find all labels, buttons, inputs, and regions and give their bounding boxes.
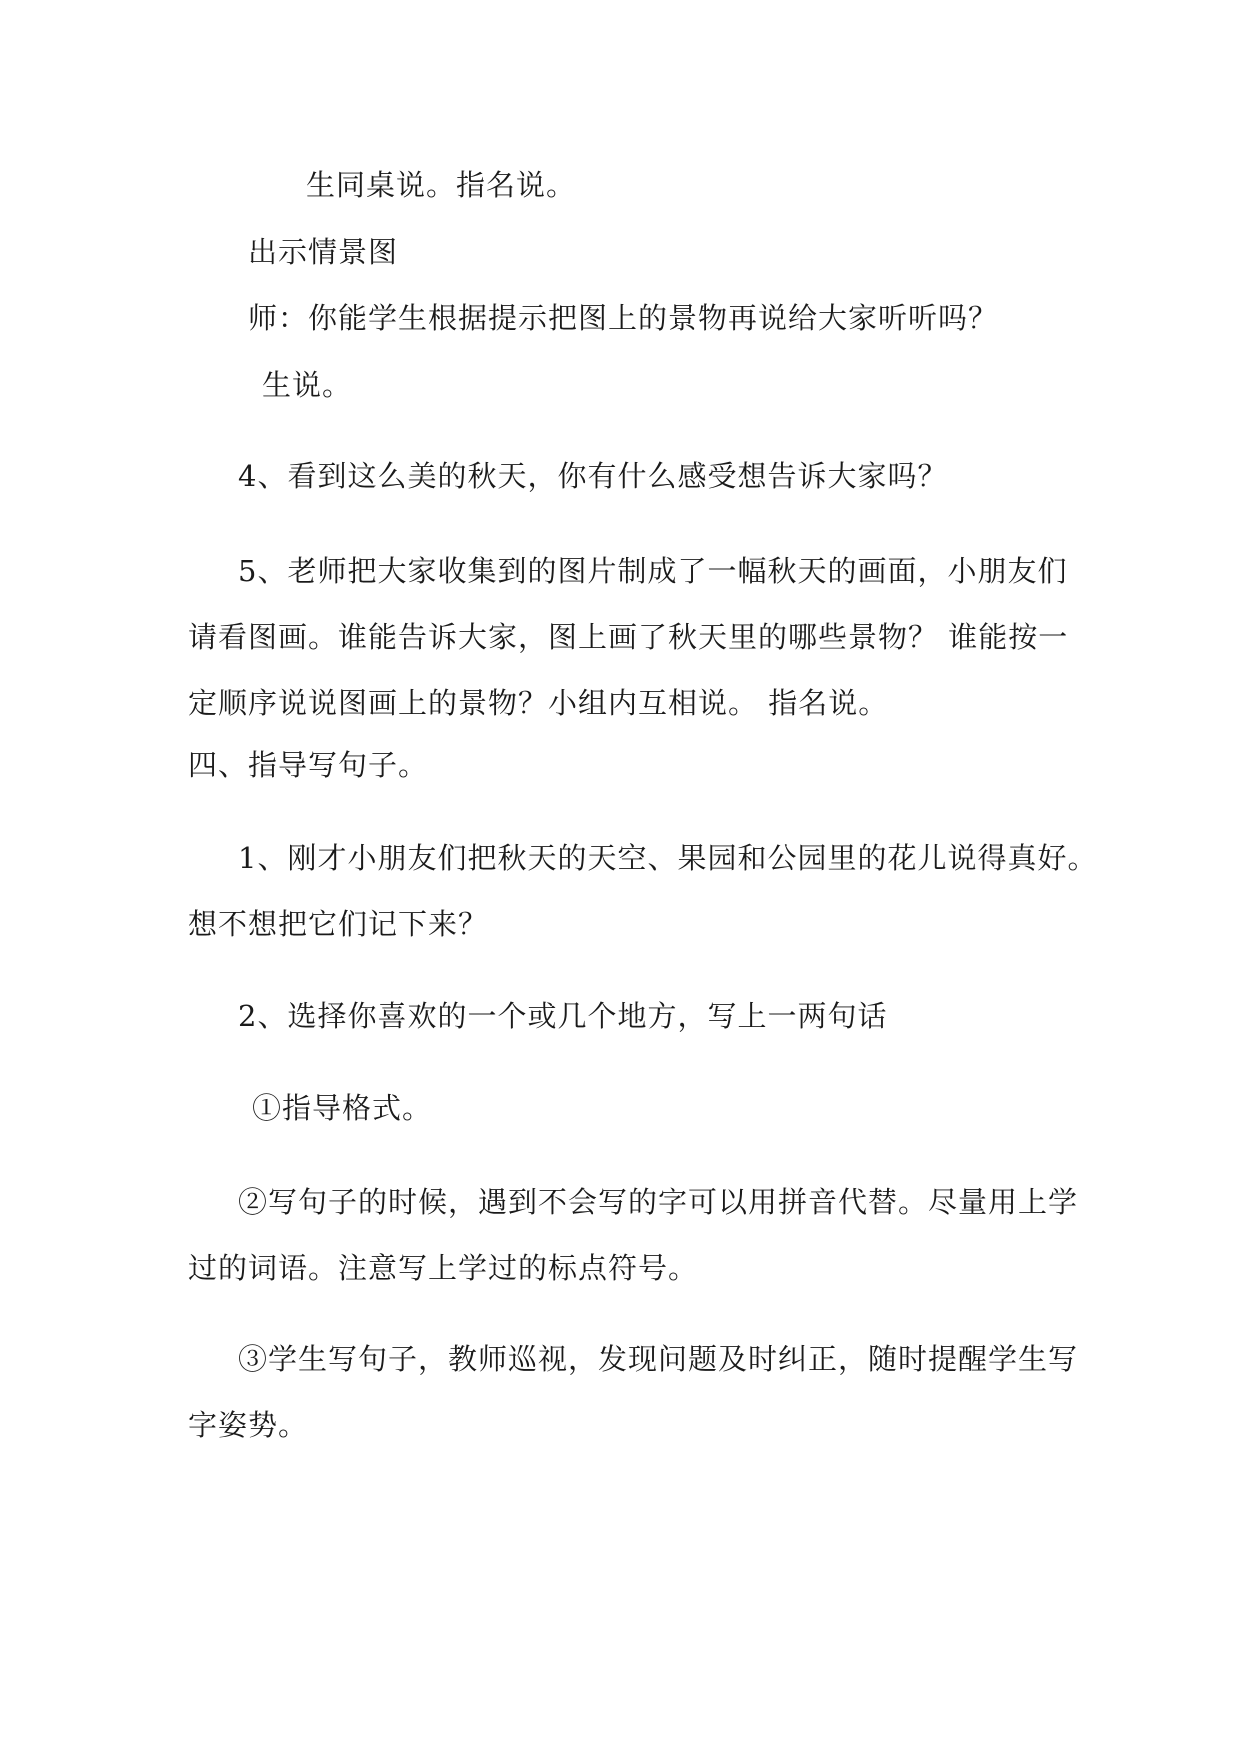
text-line: ②写句子的时候，遇到不会写的字可以用拼音代替。尽量用上学 (238, 1185, 1079, 1219)
text-line: 请看图画。谁能告诉大家，图上画了秋天里的哪些景物？ 谁能按一 (188, 620, 1069, 654)
text-line: ①指导格式。 (252, 1091, 433, 1125)
text-line: 2、选择你喜欢的一个或几个地方，写上一两句话 (238, 999, 888, 1033)
text-line: 4、看到这么美的秋天，你有什么感受想告诉大家吗？ (238, 459, 948, 493)
text-line: 出示情景图 (248, 235, 399, 269)
text-line: 定顺序说说图画上的景物？小组内互相说。 指名说。 (188, 686, 889, 720)
text-line: 过的词语。注意写上学过的标点符号。 (188, 1251, 699, 1285)
text-line: 1、刚才小朋友们把秋天的天空、果园和公园里的花儿说得真好。 (238, 841, 1098, 875)
text-line: 字姿势。 (188, 1408, 309, 1442)
text-line: ③学生写句子，教师巡视，发现问题及时纠正，随时提醒学生写 (238, 1342, 1079, 1376)
text-line: 5、老师把大家收集到的图片制成了一幅秋天的画面，小朋友们 (238, 554, 1068, 588)
text-line: 生说。 (262, 368, 353, 402)
text-line: 想不想把它们记下来？ (188, 907, 489, 941)
text-line: 生同桌说。指名说。 (306, 168, 577, 202)
section-heading: 四、指导写句子。 (188, 748, 429, 782)
text-line: 师：你能学生根据提示把图上的景物再说给大家听听吗？ (248, 301, 999, 335)
